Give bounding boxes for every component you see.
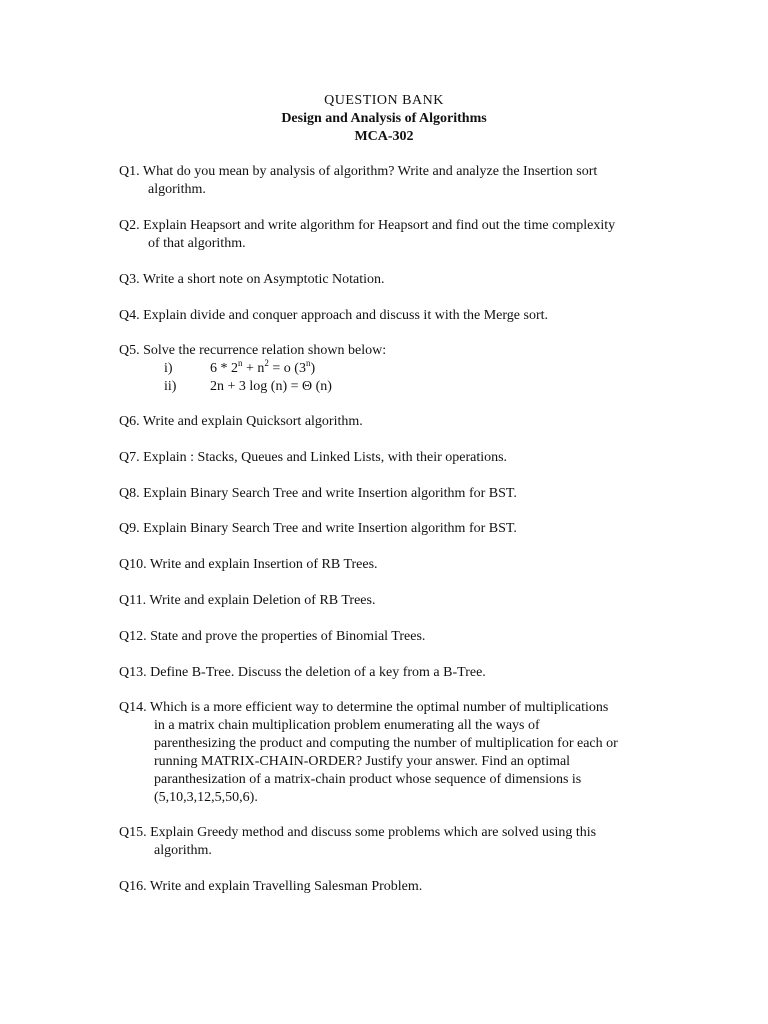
question-text-continued: algorithm. [154, 843, 212, 858]
question-5 [119, 342, 659, 360]
expression-part: = o (3 [268, 361, 306, 376]
exponent: n [305, 358, 311, 368]
question-number: Q13. [119, 665, 147, 680]
question-text-continued: running MATRIX-CHAIN-ORDER? Justify your answer. Find an optimal [154, 754, 571, 769]
question-6 [119, 413, 659, 431]
question-text-continued: (5,10,3,12,5,50,6). [154, 790, 258, 805]
question-text: State and prove the properties of Binomial Trees. [150, 629, 426, 644]
question-text: Explain : Stacks, Queues and Linked Lists, with their operations. [143, 450, 508, 465]
expression: 2n + 3 log (n) = Θ (n) [210, 379, 332, 394]
question-text: Solve the recurrence relation shown below: [143, 343, 387, 358]
question-text-continued: algorithm. [148, 182, 206, 197]
recurrence-item-1 [164, 360, 315, 378]
question-2 [119, 217, 659, 253]
roman-numeral: ii) [164, 379, 177, 394]
question-8 [119, 485, 659, 503]
question-number: Q7. [119, 450, 140, 465]
question-15 [119, 824, 659, 860]
question-number: Q5. [119, 343, 140, 358]
question-11 [119, 592, 659, 610]
question-10 [119, 556, 659, 574]
question-number: Q3. [119, 272, 140, 287]
question-number: Q16. [119, 879, 147, 894]
question-number: Q14. [119, 700, 147, 715]
question-text: Write and explain Deletion of RB Trees. [149, 593, 376, 608]
exponent: n [238, 358, 243, 368]
question-number: Q12. [119, 629, 147, 644]
question-text: Write and explain Insertion of RB Trees. [149, 557, 378, 572]
question-7 [119, 449, 659, 467]
question-text: Define B-Tree. Discuss the deletion of a key from a B-Tree. [150, 665, 486, 680]
question-number: Q11. [119, 593, 147, 608]
question-12 [119, 628, 659, 646]
question-text: What do you mean by analysis of algorithm? Write and analyze the Insertion sort [142, 164, 598, 179]
question-text: Explain Greedy method and discuss some problems which are solved using this [150, 825, 597, 840]
question-text: Explain divide and conquer approach and discuss it with the Merge sort. [143, 308, 548, 323]
roman-numeral: i) [164, 361, 173, 376]
question-3 [119, 271, 659, 289]
question-text: Write and explain Travelling Salesman Problem. [149, 879, 423, 894]
question-text-continued: in a matrix chain multiplication problem enumerating all the ways of [154, 718, 540, 733]
question-number: Q1. [119, 164, 140, 179]
question-text-continued: paranthesization of a matrix-chain product whose sequence of dimensions is [154, 772, 582, 787]
question-text: Explain Heapsort and write algorithm for Heapsort and find out the time complexity [143, 218, 616, 233]
question-text: Write and explain Quicksort algorithm. [142, 414, 363, 429]
question-16 [119, 878, 659, 896]
question-14 [119, 699, 659, 807]
subject-title: Design and Analysis of Algorithms [281, 111, 487, 126]
expression-part: + n [242, 361, 265, 376]
question-text: Write a short note on Asymptotic Notation. [142, 272, 385, 287]
question-text: Explain Binary Search Tree and write Insertion algorithm for BST. [143, 521, 517, 536]
question-number: Q6. [119, 414, 140, 429]
question-text: Which is a more efficient way to determine the optimal number of multiplications [149, 700, 609, 715]
question-number: Q4. [119, 308, 140, 323]
question-1 [119, 163, 659, 199]
question-number: Q10. [119, 557, 147, 572]
question-number: Q9. [119, 521, 140, 536]
question-text: Explain Binary Search Tree and write Insertion algorithm for BST. [143, 486, 517, 501]
question-text-continued: parenthesizing the product and computing the number of multiplication for each or [154, 736, 618, 751]
expression-part: ) [310, 361, 316, 376]
question-number: Q8. [119, 486, 140, 501]
recurrence-item-2 [164, 378, 332, 396]
question-9 [119, 520, 659, 538]
question-4 [119, 307, 659, 325]
exponent: 2 [264, 358, 269, 368]
question-text-continued: of that algorithm. [148, 236, 246, 251]
question-number: Q2. [119, 218, 140, 233]
document-title: QUESTION BANK [324, 93, 444, 108]
expression-part: 6 * 2 [210, 361, 238, 376]
question-13 [119, 664, 659, 682]
course-code: MCA-302 [354, 129, 414, 144]
question-number: Q15. [119, 825, 147, 840]
